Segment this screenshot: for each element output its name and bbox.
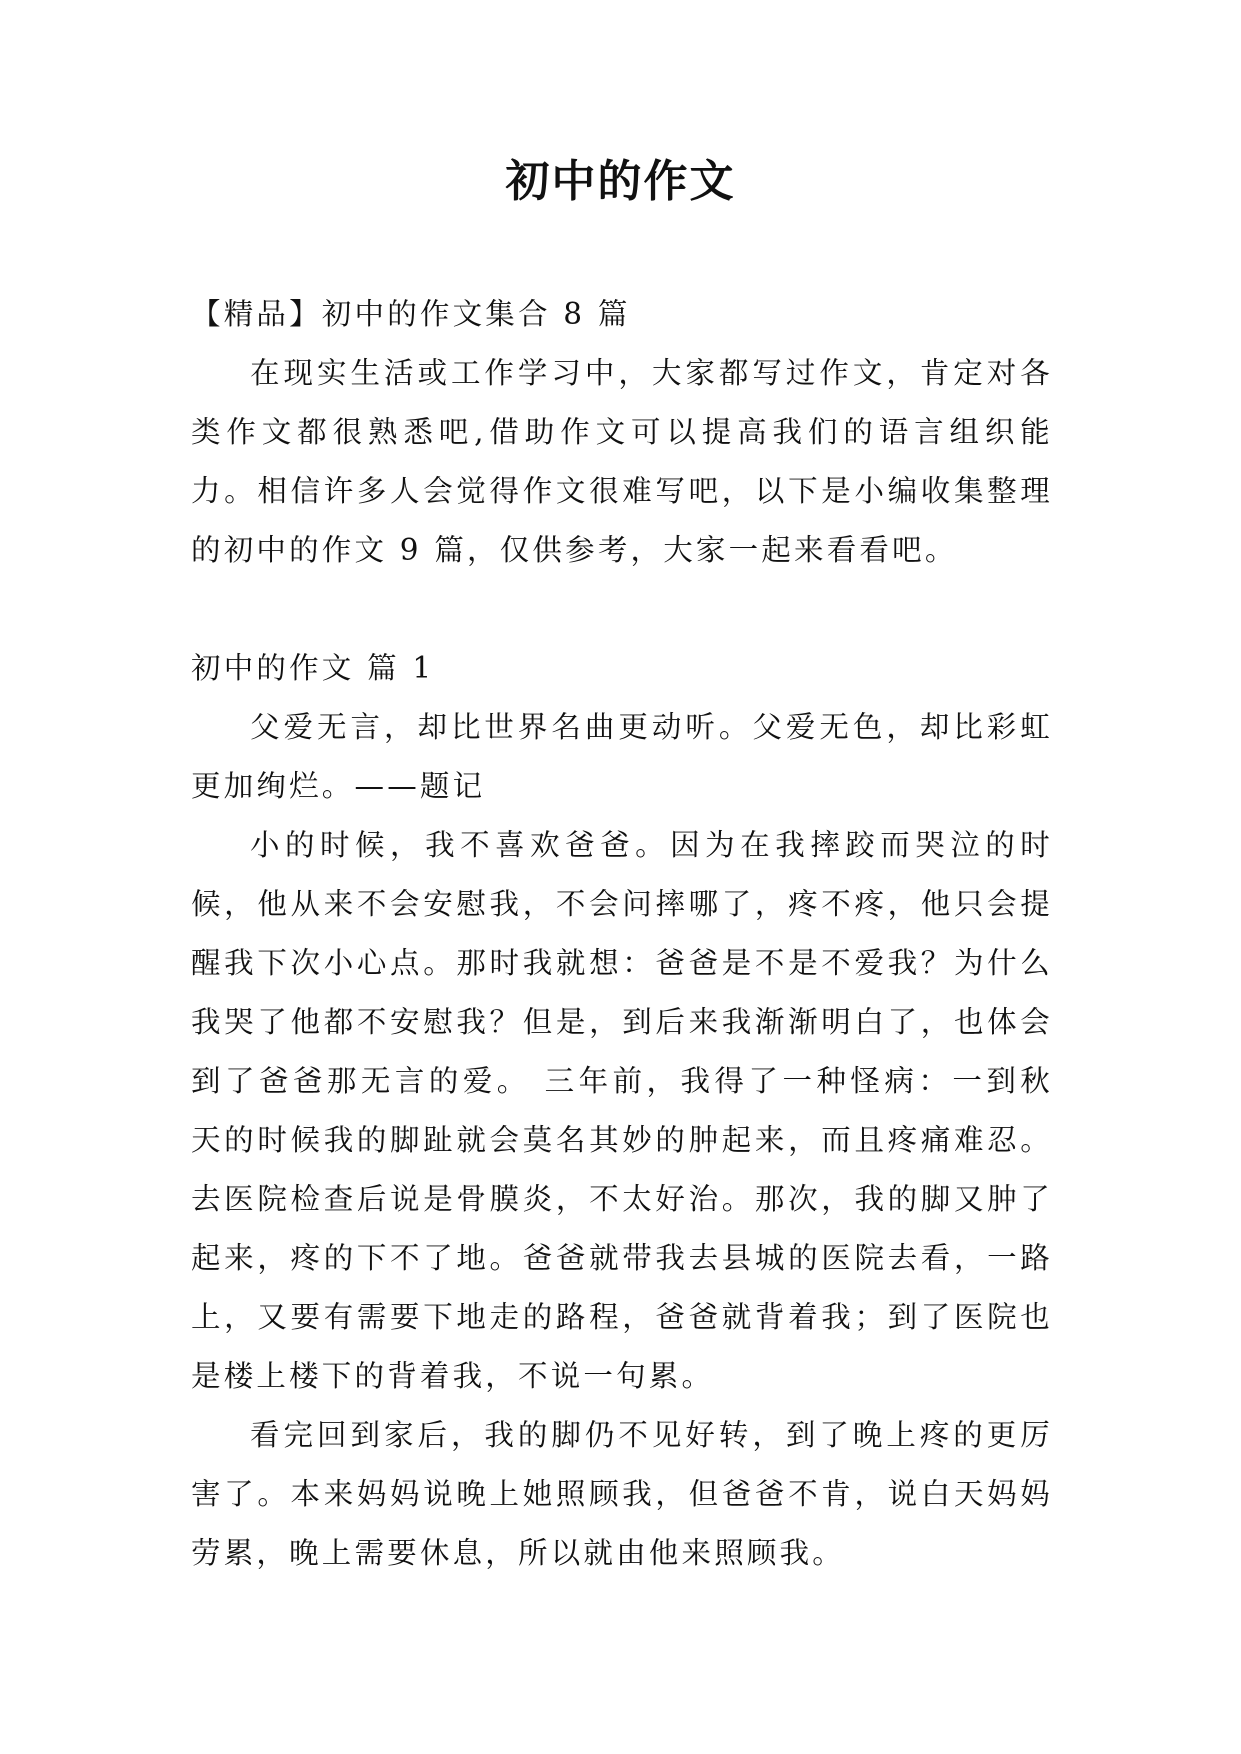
document-title: 初中的作文 <box>505 156 736 207</box>
body-paragraph: 看完回到家后，我的脚仍不见好转，到了晚上疼的更厉害了。本来妈妈说晚上她照顾我，但爸爸不肯，说白天妈妈劳累，晚上需要休息，所以就由他来照顾我。 <box>191 1418 1053 1570</box>
document-body <box>191 285 1053 1583</box>
body-paragraph: 父爱无言，却比世界名曲更动听。父爱无色，却比彩虹更加绚烂。——题记 <box>191 710 1053 803</box>
document-subtitle: 【精品】初中的作文集合 8 篇 <box>191 297 631 331</box>
intro-paragraph: 在现实生活或工作学习中，大家都写过作文，肯定对各类作文都很熟悉吧,借助作文可以提高我们的语言组织能力。相信许多人会觉得作文很难写吧，以下是小编收集整理的初中的作文 9 篇，仅供参考，大家一起来看看吧。 <box>191 356 1053 567</box>
body-paragraph: 小的时候，我不喜欢爸爸。因为在我摔跤而哭泣的时候，他从来不会安慰我，不会问摔哪了，疼不疼，他只会提醒我下次小心点。那时我就想：爸爸是不是不爱我？为什么我哭了他都不安慰我？但是，到后来我渐渐明白了，也体会到了爸爸那无言的爱。 三年前，我得了一种怪病：一到秋天的时候我的脚趾就会莫名其妙的肿起来，而且疼痛难忍。去医院检查后说是骨膜炎，不太好治。那次，我的脚又肿了起来，疼的下不了地。爸爸就带我去县城的医院去看，一路上，又要有需要下地走的路程，爸爸就背着我；到了医院也是楼上楼下的背着我，不说一句累。 <box>191 828 1053 1393</box>
section-heading: 初中的作文 篇 1 <box>191 651 435 685</box>
